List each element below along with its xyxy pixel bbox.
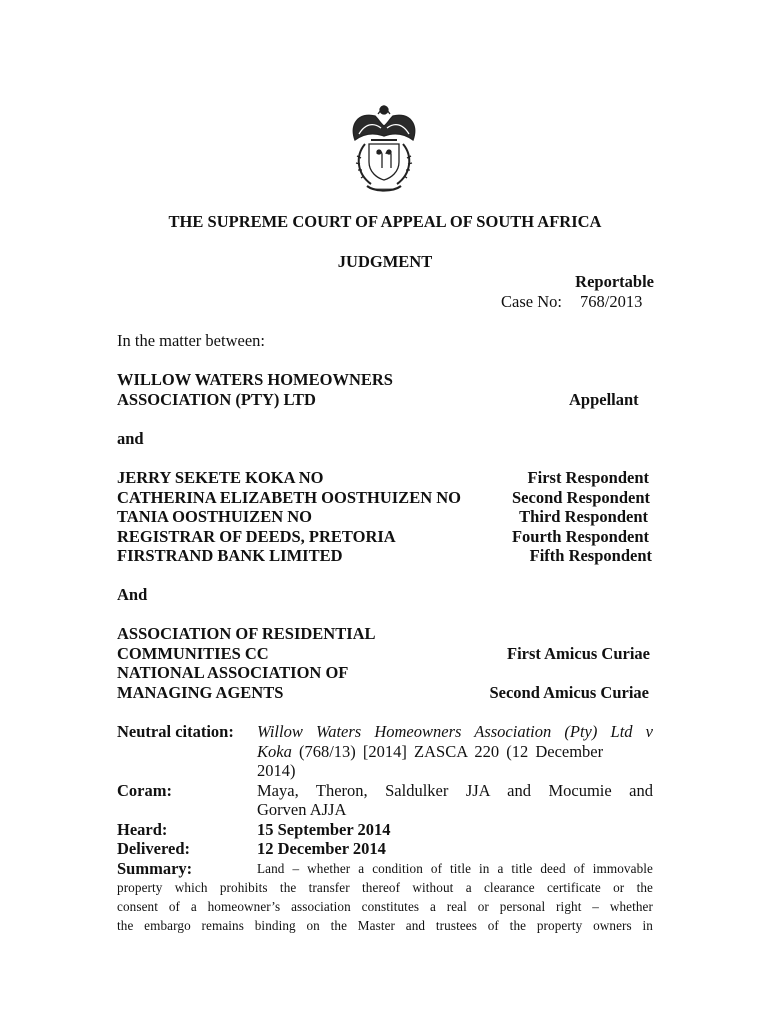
summary-line1: Land – whether a condition of title in a title deed of immovable [257, 861, 653, 876]
respondent-role: Fifth Respondent [529, 546, 652, 565]
first-amicus-role: First Amicus Curiae [507, 644, 650, 663]
respondent-role: Fourth Respondent [511, 527, 649, 546]
coram-line2: Gorven AJJA [257, 800, 347, 819]
summary-line3: consent of a homeowner’s association constitutes a real or personal right – whether [117, 899, 653, 914]
reportable-label: Reportable [575, 272, 654, 291]
respondent-name: TANIA OOSTHUIZEN NO [117, 507, 312, 526]
respondent-name: JERRY SEKETE KOKA NO [117, 468, 324, 487]
and-separator-2: And [117, 585, 148, 604]
coat-of-arms-icon [345, 100, 423, 196]
respondent-name: FIRSTRAND BANK LIMITED [117, 546, 343, 565]
appellant-name-line1: WILLOW WATERS HOMEOWNERS [117, 370, 393, 389]
citation-label: Neutral citation: [117, 722, 234, 741]
delivered-date: 12 December 2014 [257, 839, 386, 858]
heard-date: 15 September 2014 [257, 820, 391, 839]
citation-case-name: Koka [257, 742, 292, 761]
court-title: THE SUPREME COURT OF APPEAL OF SOUTH AFRICA [168, 212, 602, 231]
case-number: 768/2013 [580, 292, 643, 311]
coram-label: Coram: [117, 781, 172, 800]
second-amicus-name-line1: NATIONAL ASSOCIATION OF [117, 663, 349, 682]
citation-line3: 2014) [257, 761, 296, 780]
appellant-name-line2: ASSOCIATION (PTY) LTD [117, 390, 316, 409]
citation-line2 [257, 742, 653, 762]
respondent-role: Second Respondent [512, 488, 650, 507]
citation-reference: (768/13) [2014] ZASCA 220 (12 December [291, 742, 604, 761]
document-type: JUDGMENT [337, 252, 433, 271]
first-amicus-name-line2: COMMUNITIES CC [117, 644, 269, 663]
summary-label: Summary: [117, 859, 193, 878]
matter-intro: In the matter between: [117, 331, 265, 350]
heard-label: Heard: [117, 820, 168, 839]
first-amicus-name-line1: ASSOCIATION OF RESIDENTIAL [117, 624, 376, 643]
citation-line1: Willow Waters Homeowners Association (Pty) Ltd v [257, 722, 653, 741]
delivered-label: Delivered: [117, 839, 191, 858]
case-number-label: Case No: [501, 292, 562, 311]
respondent-role: First Respondent [527, 468, 649, 487]
second-amicus-role: Second Amicus Curiae [489, 683, 649, 702]
appellant-role: Appellant [569, 390, 639, 409]
second-amicus-name-line2: MANAGING AGENTS [117, 683, 284, 702]
respondent-name: REGISTRAR OF DEEDS, PRETORIA [117, 527, 396, 546]
summary-line2: property which prohibits the transfer thereof without a clearance certificate or the [117, 880, 653, 895]
respondent-role: Third Respondent [519, 507, 648, 526]
coram-line1: Maya, Theron, Saldulker JJA and Mocumie and [257, 781, 653, 800]
summary-line4: the embargo remains binding on the Master and trustees of the property owners in [117, 918, 653, 933]
and-separator: and [117, 429, 144, 448]
respondent-name: CATHERINA ELIZABETH OOSTHUIZEN NO [117, 488, 461, 507]
